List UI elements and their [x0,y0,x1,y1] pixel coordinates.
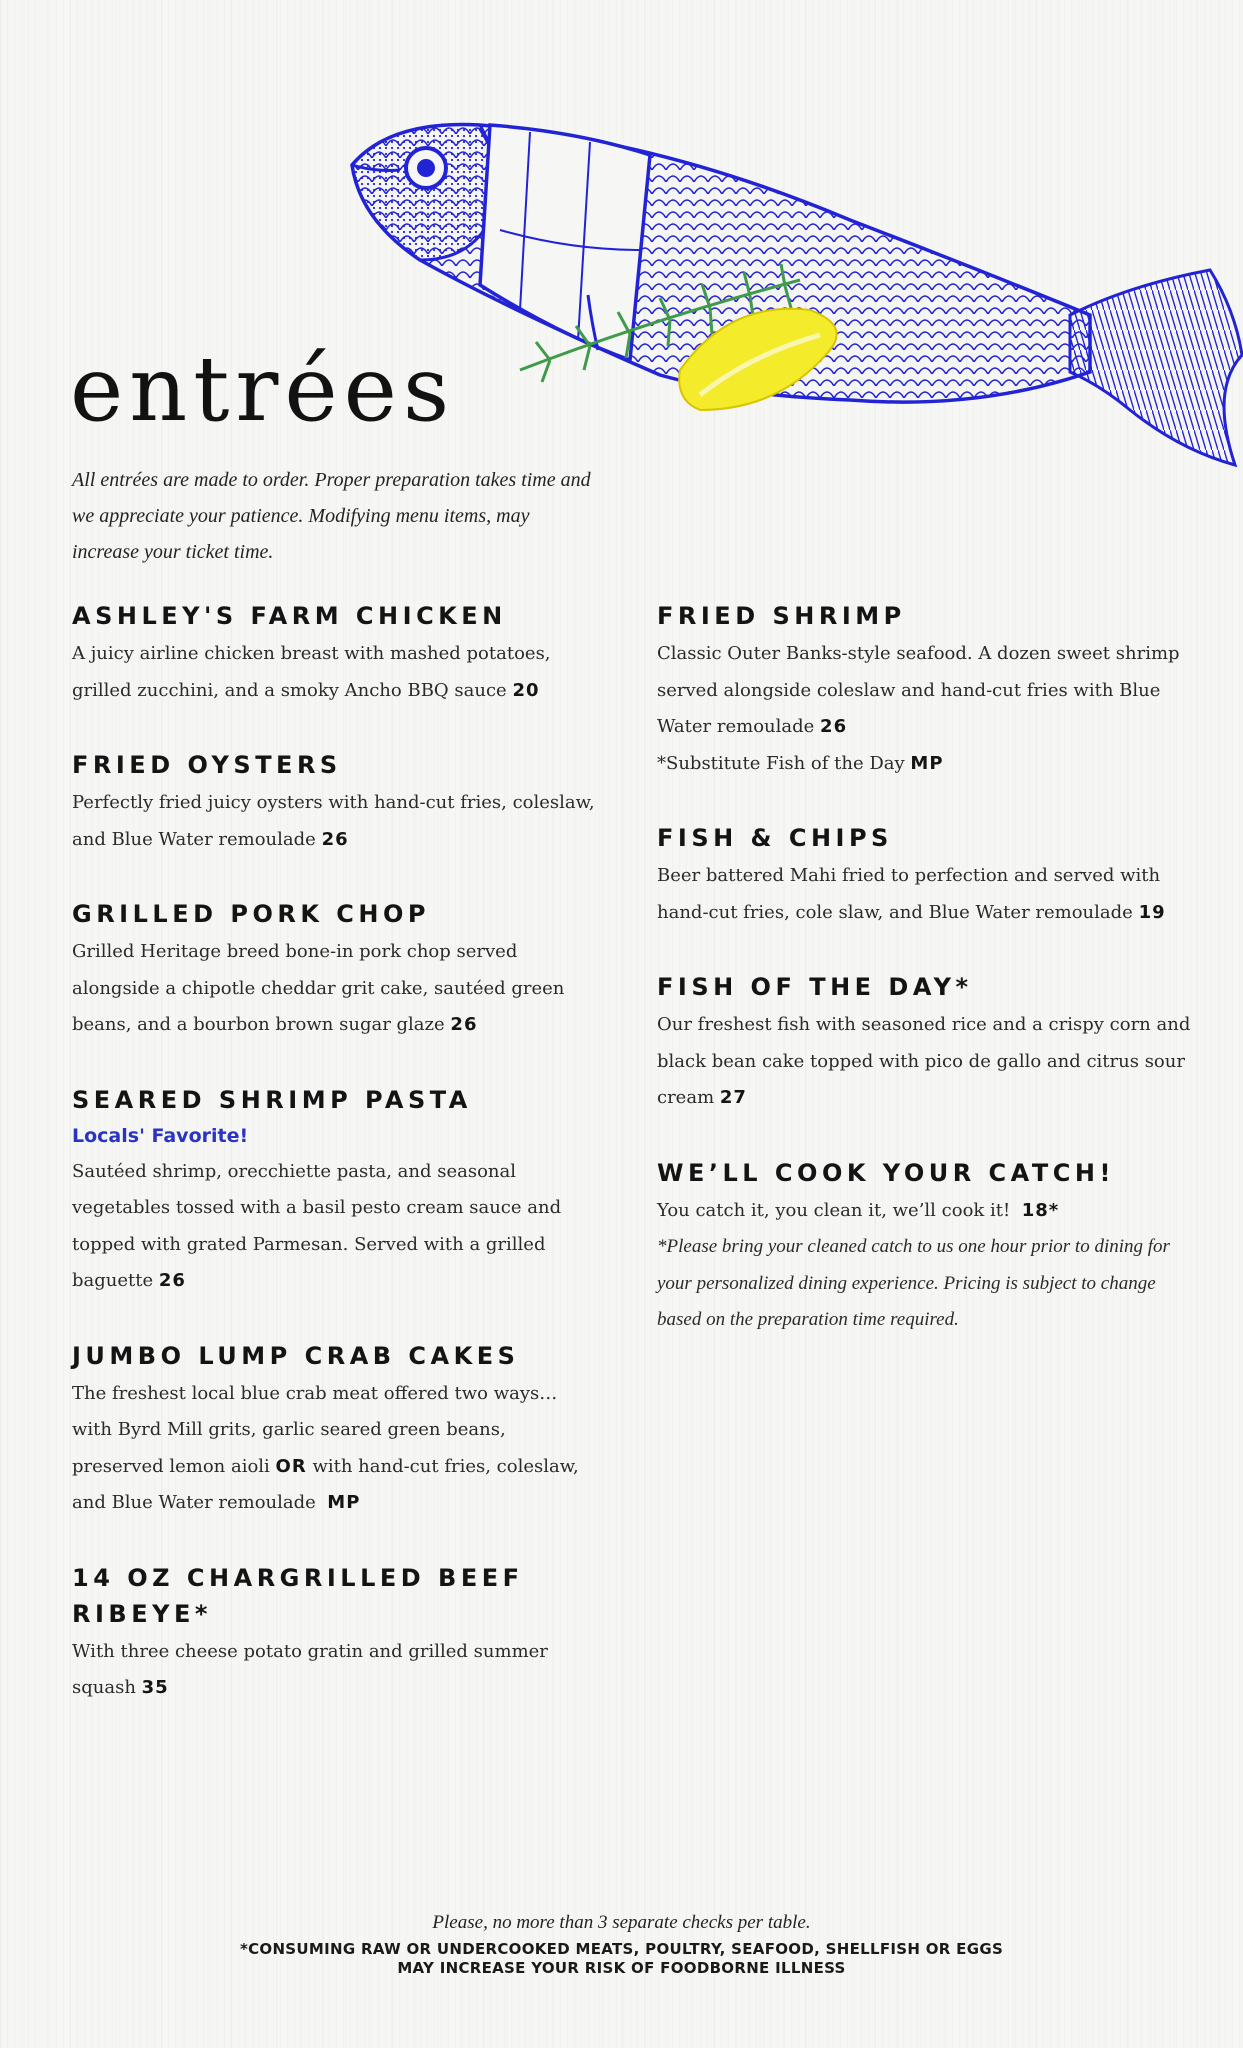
item-price: MP [327,1492,361,1513]
menu-item [72,598,602,709]
health-warning: *CONSUMING RAW OR UNDERCOOKED MEATS, POULTRY, SEAFOOD, SHELLFISH OR EGGS MAY INCREASE YOUR RISK OF FOODBORNE ILLNESS [239,1940,1004,1977]
item-name: WE’LL COOK YOUR CATCH! [657,1158,1115,1187]
page-title: entrées [70,337,456,442]
item-description: Beer battered Mahi fried to perfection and served with hand-cut fries, cole slaw, and Blue Water remoulade 19 [657,865,1166,923]
item-description: You catch it, you clean it, we’ll cook it! 18* [657,1199,1060,1221]
item-price: 27 [719,1087,747,1108]
item-description: With three cheese potato gratin and grilled summer squash 35 [72,1640,548,1698]
item-name: FRIED SHRIMP [657,602,906,630]
right-column [657,598,1197,1377]
menu-item [72,896,602,1044]
item-conjunction: OR [275,1455,307,1477]
menu-item [657,969,1197,1117]
item-description: A juicy airline chicken breast with mashed potatoes, grilled zucchini, and a smoky Ancho BBQ sauce 20 [72,643,551,701]
item-tag: Locals' Favorite! [72,1124,249,1147]
item-price: 26 [321,828,349,850]
item-description: Grilled Heritage breed bone-in pork chop served alongside a chipotle cheddar grit cake, sautéed green beans, and a bourbon brown sugar glaze 26 [72,941,565,1035]
item-description: Sautéed shrimp, orecchiette pasta, and seasonal vegetables tossed with a basil pesto cream sauce and topped with grated Parmesan. Served with a grilled baguette 26 [72,1160,562,1291]
item-price: 19 [1138,901,1166,923]
checks-note: Please, no more than 3 separate checks per table. [432,1912,811,1933]
item-description: Classic Outer Banks-style seafood. A dozen sweet shrimp served alongside coleslaw and hand-cut fries with Blue Water remoulade 26 *Substitute Fish of the Day MP [657,643,1180,774]
item-description: Perfectly fried juicy oysters with hand-cut fries, coleslaw, and Blue Water remoulade 26 [72,792,595,850]
menu-item [72,1338,602,1522]
menu-item [657,820,1197,931]
item-description: The freshest local blue crab meat offered two ways… with Byrd Mill grits, garlic seared green beans, preserved lemon aioli OR with hand-cut fries, coleslaw, and Blue Water remoulade MP [72,1382,579,1513]
menu-item [657,1155,1197,1339]
item-note: *Please bring your cleaned catch to us one hour prior to dining for your personalized dining experience. Pricing is subject to change based on the preparation time required. [657,1236,1170,1330]
item-name: SEARED SHRIMP PASTA [72,1085,472,1114]
item-substitute: *Substitute Fish of the Day [657,752,905,774]
menu-item [657,598,1197,782]
item-name: JUMBO LUMP CRAB CAKES [72,1341,520,1370]
item-price: 35 [141,1677,169,1698]
item-price: 26 [158,1270,186,1291]
item-name: GRILLED PORK CHOP [72,900,430,928]
left-column [72,598,602,1745]
item-name: FRIED OYSTERS [72,751,342,779]
item-price: 20 [512,679,540,701]
item-description: Our freshest fish with seasoned rice and a crispy corn and black bean cake topped with pico de gallo and citrus sour cream 27 [657,1014,1191,1108]
item-name: FISH & CHIPS [657,824,893,852]
item-name: 14 OZ CHARGRILLED BEEF RIBEYE* [72,1563,524,1628]
menu-item [72,1082,602,1300]
item-price: 26 [450,1014,478,1035]
menu-item [72,747,602,858]
footer [0,1908,1243,1978]
item-price: 26 [820,716,848,737]
item-name: ASHLEY'S FARM CHICKEN [72,602,507,630]
item-price: 18* [1021,1199,1060,1221]
intro-text: All entrées are made to order. Proper preparation takes time and we appreciate your patience. Modifying menu items, may increase your ticket time. [72,469,591,563]
menu-item [72,1560,602,1707]
item-substitute-price: MP [910,752,944,774]
fish-illustration-icon [330,110,1243,490]
item-name: FISH OF THE DAY* [657,973,973,1001]
